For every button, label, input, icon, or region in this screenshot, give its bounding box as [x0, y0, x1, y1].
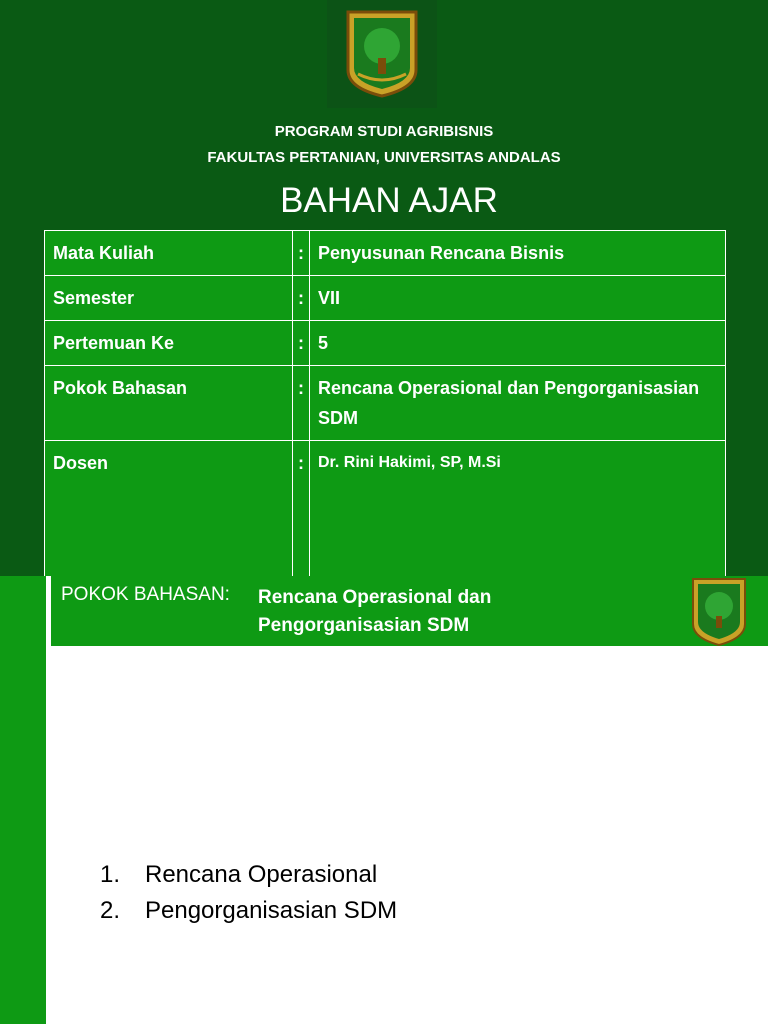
faculty-heading: FAKULTAS PERTANIAN, UNIVERSITAS ANDALAS: [207, 149, 561, 166]
university-seal-icon: [690, 576, 748, 653]
table-row: [45, 276, 726, 321]
row-label: Pokok Bahasan: [45, 366, 293, 441]
program-heading: PROGRAM STUDI AGRIBISNIS: [274, 123, 494, 140]
row-label: Mata Kuliah: [45, 231, 293, 276]
university-seal-icon: [327, 0, 437, 108]
row-value: Rencana Operasional dan Pengorganisasian SDM: [310, 366, 726, 441]
list-number: 2.: [100, 897, 121, 924]
table-row: [45, 231, 726, 276]
table-row: [45, 366, 726, 441]
list-item: [100, 857, 397, 893]
list-item: [100, 893, 397, 929]
course-info-table: [44, 230, 726, 576]
row-value: 5: [310, 321, 726, 366]
row-value: Penyusunan Rencana Bisnis: [310, 231, 726, 276]
row-separator: :: [293, 321, 310, 366]
row-value: Dr. Rini Hakimi, SP, M.Si: [310, 441, 726, 577]
row-label: Semester: [45, 276, 293, 321]
row-separator: :: [293, 441, 310, 577]
list-text: Pengorganisasian SDM: [145, 897, 398, 924]
list-text: Rencana Operasional: [145, 861, 378, 888]
banner-title: Rencana Operasional dan Pengorganisasian SDM: [258, 587, 492, 636]
banner-label: POKOK BAHASAN:: [61, 584, 230, 605]
slide-title: BAHAN AJAR: [280, 181, 498, 220]
row-separator: :: [293, 231, 310, 276]
table-row: [45, 441, 726, 577]
side-vertical-text: NIS UNAND-BAHAN AJAR: [48, 698, 78, 1024]
topic-slide: [0, 576, 768, 1024]
row-label: Dosen: [45, 441, 293, 577]
topic-list: [100, 857, 397, 929]
row-label: Pertemuan Ke: [45, 321, 293, 366]
side-band: [0, 576, 46, 1024]
table-row: [45, 321, 726, 366]
list-number: 1.: [100, 861, 121, 888]
row-separator: :: [293, 366, 310, 441]
row-separator: :: [293, 276, 310, 321]
row-value: VII: [310, 276, 726, 321]
